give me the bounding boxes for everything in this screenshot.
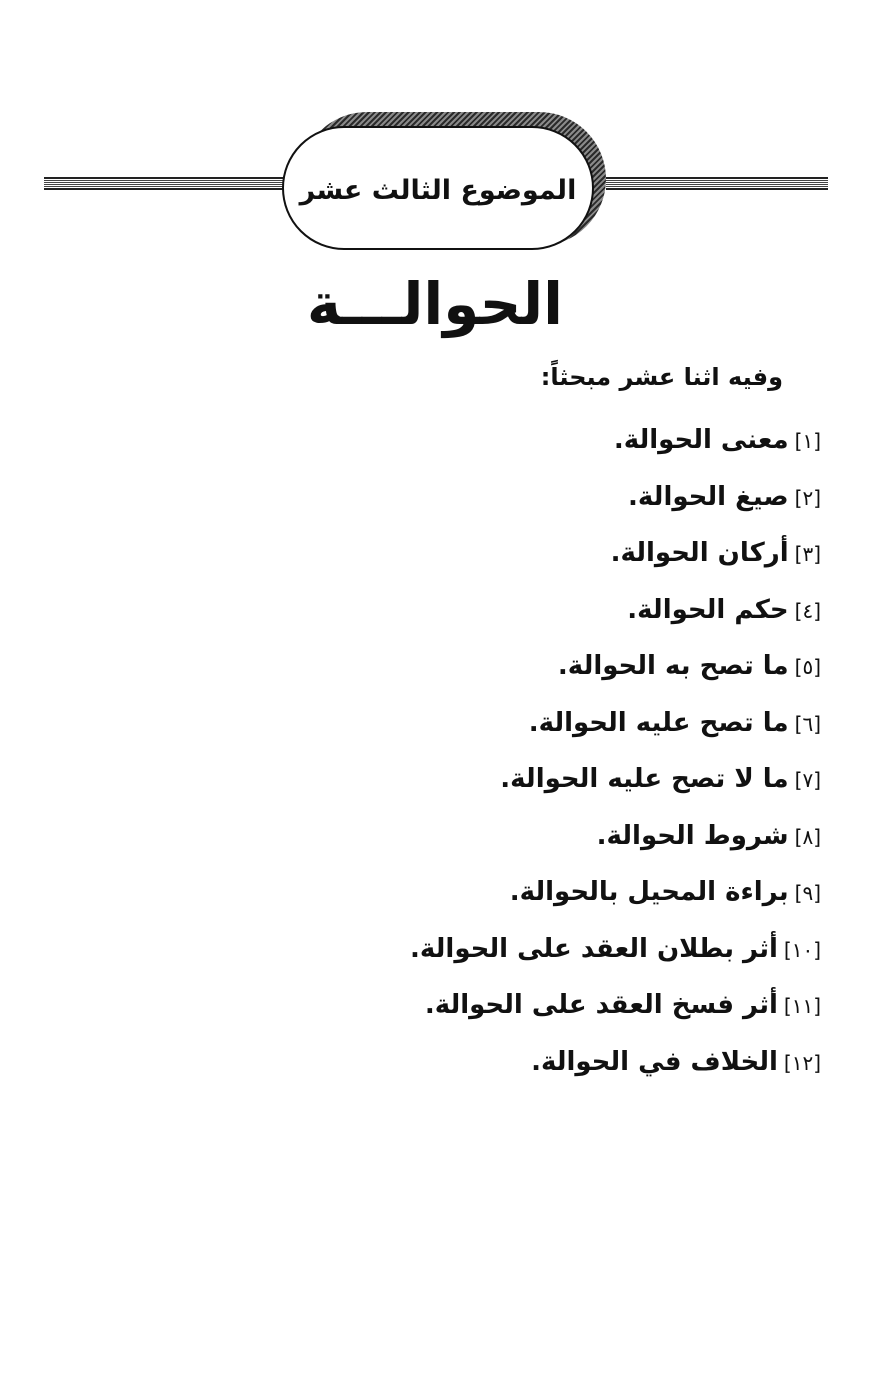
topic-number: [٧] xyxy=(794,768,821,792)
topic-number: [٥] xyxy=(794,655,821,679)
topic-number: [١١] xyxy=(783,994,821,1018)
topic-label: ما تصح به الحوالة. xyxy=(557,651,789,681)
list-item xyxy=(410,695,821,752)
topic-label: حكم الحوالة. xyxy=(627,594,789,625)
list-item xyxy=(410,469,821,526)
topics-list xyxy=(410,412,821,1090)
topic-label: أثر بطلان العقد على الحوالة. xyxy=(410,933,778,964)
list-item xyxy=(410,864,821,921)
decorative-rule-right xyxy=(606,177,828,190)
topic-label: أركان الحوالة. xyxy=(610,538,789,568)
topic-number: [٣] xyxy=(794,542,821,566)
topic-label: شروط الحوالة. xyxy=(596,820,789,851)
topic-number: [١٢] xyxy=(783,1050,821,1075)
topic-number: [٤] xyxy=(794,598,821,623)
section-header-title: الموضوع الثالث عشر xyxy=(299,174,577,206)
topic-number: [٢] xyxy=(794,485,821,510)
list-item xyxy=(410,638,821,695)
topic-label: أثر فسخ العقد على الحوالة. xyxy=(424,990,778,1020)
topic-label: معنى الحوالة. xyxy=(613,425,789,455)
decorative-rule-left xyxy=(44,177,286,190)
topic-number: [٩] xyxy=(794,881,821,905)
list-item xyxy=(410,525,821,582)
list-item xyxy=(410,921,821,978)
topic-number: [١] xyxy=(794,429,821,453)
intro-text: وفيه اثنا عشر مبحثاً: xyxy=(540,363,783,391)
section-header-box xyxy=(282,126,594,250)
topic-label: الخلاف في الحوالة. xyxy=(531,1046,778,1077)
topic-label: ما تصح عليه الحوالة. xyxy=(528,707,789,738)
topic-label: ما لا تصح عليه الحوالة. xyxy=(500,764,789,794)
topic-number: [٦] xyxy=(794,711,821,736)
list-item xyxy=(410,977,821,1034)
topic-number: [٨] xyxy=(794,824,821,849)
chapter-title: الحوالـــة xyxy=(306,270,564,338)
topic-number: [١٠] xyxy=(783,937,821,962)
list-item xyxy=(410,751,821,808)
list-item xyxy=(410,412,821,469)
topic-label: صيغ الحوالة. xyxy=(628,481,789,512)
list-item xyxy=(410,582,821,639)
list-item xyxy=(410,808,821,865)
list-item xyxy=(410,1034,821,1091)
topic-label: براءة المحيل بالحوالة. xyxy=(509,877,789,907)
